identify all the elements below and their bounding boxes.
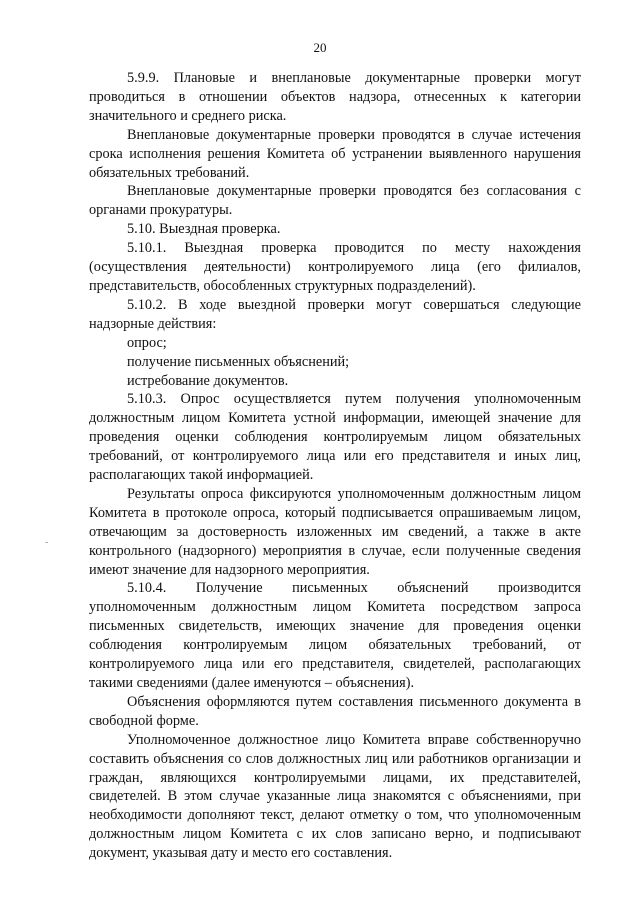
paragraph-5-10-4: 5.10.4. Получение письменных объяснений производится уполномоченным должностным лицом Комитета посредством запроса письменных свидетельств, имеющих значение для проведения оценки соблюдения контролируемым лицом обязательных требований, от контролируемого лица или его представителя, свидетелей, располагающих такими сведениями (далее именуются – объяснения). xyxy=(89,580,581,691)
document-body xyxy=(89,69,581,863)
paragraph-5-9-9: 5.9.9. Плановые и внеплановые документарные проверки могут проводиться в отношении объектов надзора, отнесенных к категории значительного и среднего риска. xyxy=(89,70,581,124)
margin-mark: - xyxy=(45,537,49,548)
paragraph-5-10-3: 5.10.3. Опрос осуществляется путем получения уполномоченным должностным лицом Комитета устной информации, имеющей значение для проведения оценки соблюдения контролируемым лицом обязательных требований, от контролируемого лица или его представителя и иных лиц, располагающих такой информацией. xyxy=(89,391,581,484)
paragraph-official-compiles: Уполномоченное должностное лицо Комитета вправе собственноручно составить объяснения со слов должностных лиц или работников организации и граждан, являющихся контролируемыми лицами, их представителей, свидетелей. В этом случае указанные лица знакомятся с объяснениями, при необходимости дополняют текст, делают отметку о том, что уполномоченным должностным лицом Комитета с их слов записано верно, и подписывают документ, указывая дату и место его составления. xyxy=(89,731,581,862)
list-item-document-request: истребование документов. xyxy=(127,372,289,389)
list-item-written-explanations: получение письменных объяснений; xyxy=(127,353,350,370)
page-number: 20 xyxy=(313,40,327,55)
list-item-survey: опрос; xyxy=(127,334,167,351)
paragraph-unscheduled-reasons: Внеплановые документарные проверки проводятся в случае истечения срока исполнения решения Комитета об устранении выявленного нарушения обязательных требований. xyxy=(89,126,581,181)
paragraph-5-10-1: 5.10.1. Выездная проверка проводится по месту нахождения (осуществления деятельности) контролируемого лица (его филиалов, представительств, обособленных структурных подразделений). xyxy=(89,240,581,294)
paragraph-no-prosecutor-approval: Внеплановые документарные проверки проводятся без согласования с органами прокуратуры. xyxy=(89,183,581,219)
paragraph-5-10-2: 5.10.2. В ходе выездной проверки могут совершаться следующие надзорные действия: xyxy=(89,296,581,332)
paragraph-survey-results: Результаты опроса фиксируются уполномоченным должностным лицом Комитета в протоколе опроса, который подписывается опрашиваемым лицом, отвечающим за достоверность изложенных им сведений, а также в акте контрольного (надзорного) мероприятия в случае, если полученные сведения имеют значение для надзорного мероприятия. xyxy=(89,485,581,578)
section-heading-5-10: 5.10. Выездная проверка. xyxy=(127,221,281,238)
paragraph-explanations-form: Объяснения оформляются путем составления письменного документа в свободной форме. xyxy=(89,693,581,729)
